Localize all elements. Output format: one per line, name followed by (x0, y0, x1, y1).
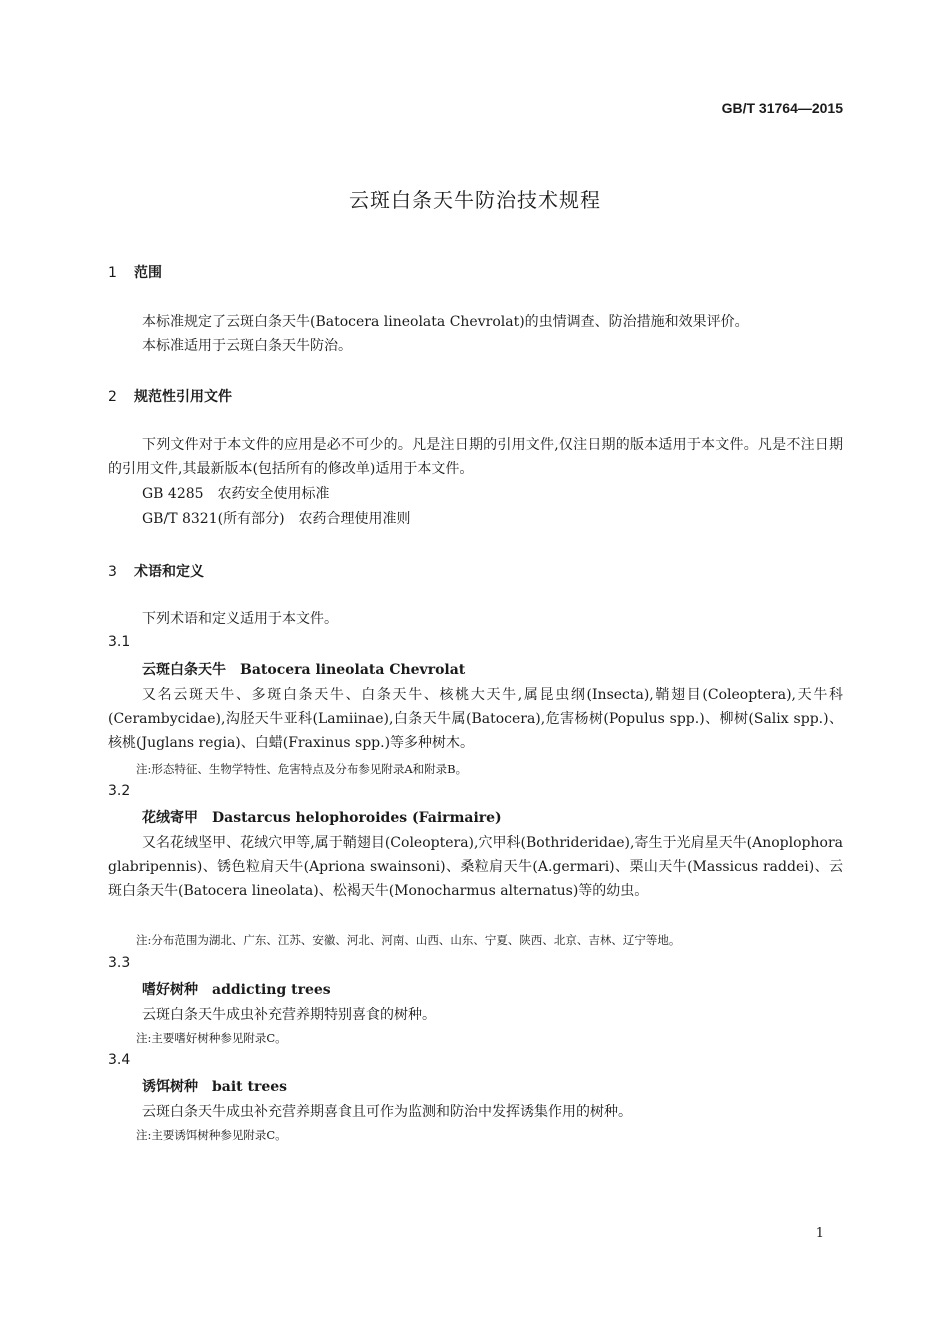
term-3-1-number: 3.1 (108, 634, 131, 650)
term-3-1-heading (142, 659, 465, 679)
normative-reference-2: GB/T 8321(所有部分) 农药合理使用准则 (142, 511, 411, 527)
term-english: Dastarcus helophoroides (Fairmaire) (212, 810, 502, 826)
document-title: 云斑白条天牛防治技术规程 (349, 188, 601, 212)
term-english: bait trees (212, 1079, 288, 1095)
section-1-heading (108, 262, 162, 282)
term-chinese: 诱饵树种 (142, 1079, 198, 1095)
section-number: 3 (108, 564, 117, 580)
term-3-2-heading (142, 807, 502, 827)
term-3-4-heading (142, 1076, 287, 1096)
term-chinese: 云斑白条天牛 (142, 662, 226, 678)
normative-reference-1: GB 4285 农药安全使用标准 (142, 486, 330, 502)
term-english: Batocera lineolata Chevrolat (240, 662, 466, 678)
term-3-3-definition: 云斑白条天牛成虫补充营养期特别喜食的树种。 (142, 1007, 436, 1023)
term-3-1-note: 注:形态特征、生物学特性、危害特点及分布参见附录A和附录B。 (136, 762, 468, 776)
section-3-paragraph-1: 下列术语和定义适用于本文件。 (142, 611, 338, 627)
section-2-heading (108, 386, 232, 406)
term-3-2-definition: 又名花绒坚甲、花绒穴甲等,属于鞘翅目(Coleoptera),穴甲科(Bothrideridae),寄生于光肩星天牛(Anoplophora glabripennis)、锈色粒肩天牛(Apriona swainsoni)、桑粒肩天牛(A.germari)、栗山天牛(Massicus raddei)、云斑白条天牛(Batocera lineolata)、松褐天牛(Monocharmus alternatus)等的幼虫。 (108, 835, 843, 899)
term-3-3-note: 注:主要嗜好树种参见附录C。 (136, 1031, 287, 1045)
term-3-3-number: 3.3 (108, 955, 131, 971)
standard-number: GB/T 31764—2015 (721, 100, 843, 116)
section-1-paragraph-2: 本标准适用于云斑白条天牛防治。 (142, 338, 352, 354)
section-number: 1 (108, 265, 117, 281)
section-1-paragraph-1: 本标准规定了云斑白条天牛(Batocera lineolata Chevrolat)的虫情调查、防治措施和效果评价。 (142, 314, 749, 330)
section-number: 2 (108, 389, 117, 405)
term-3-4-note: 注:主要诱饵树种参见附录C。 (136, 1128, 287, 1142)
section-title: 范围 (134, 265, 162, 281)
section-title: 规范性引用文件 (134, 389, 232, 405)
section-3-heading (108, 561, 204, 581)
term-chinese: 花绒寄甲 (142, 810, 198, 826)
term-3-4-definition: 云斑白条天牛成虫补充营养期喜食且可作为监测和防治中发挥诱集作用的树种。 (142, 1104, 632, 1120)
term-chinese: 嗜好树种 (142, 982, 198, 998)
section-2-paragraph-1: 下列文件对于本文件的应用是必不可少的。凡是注日期的引用文件,仅注日期的版本适用于本文件。凡是不注日期的引用文件,其最新版本(包括所有的修改单)适用于本文件。 (108, 437, 843, 477)
term-3-4-number: 3.4 (108, 1052, 131, 1068)
term-3-3-heading (142, 979, 331, 999)
page-number: 1 (815, 1226, 824, 1241)
term-3-2-number: 3.2 (108, 783, 131, 799)
term-english: addicting trees (212, 982, 331, 998)
term-3-1-definition: 又名云斑天牛、多斑白条天牛、白条天牛、核桃大天牛,属昆虫纲(Insecta),鞘翅目(Coleoptera),天牛科(Cerambycidae),沟胫天牛亚科(Lamiinae),白条天牛属(Batocera),危害杨树(Populus spp.)、柳树(Salix spp.)、核桃(Juglans regia)、白蜡(Fraxinus spp.)等多种树木。 (108, 687, 843, 751)
section-title: 术语和定义 (134, 564, 204, 580)
term-3-2-note: 注:分布范围为湖北、广东、江苏、安徽、河北、河南、山西、山东、宁夏、陕西、北京、吉林、辽宁等地。 (136, 933, 681, 947)
